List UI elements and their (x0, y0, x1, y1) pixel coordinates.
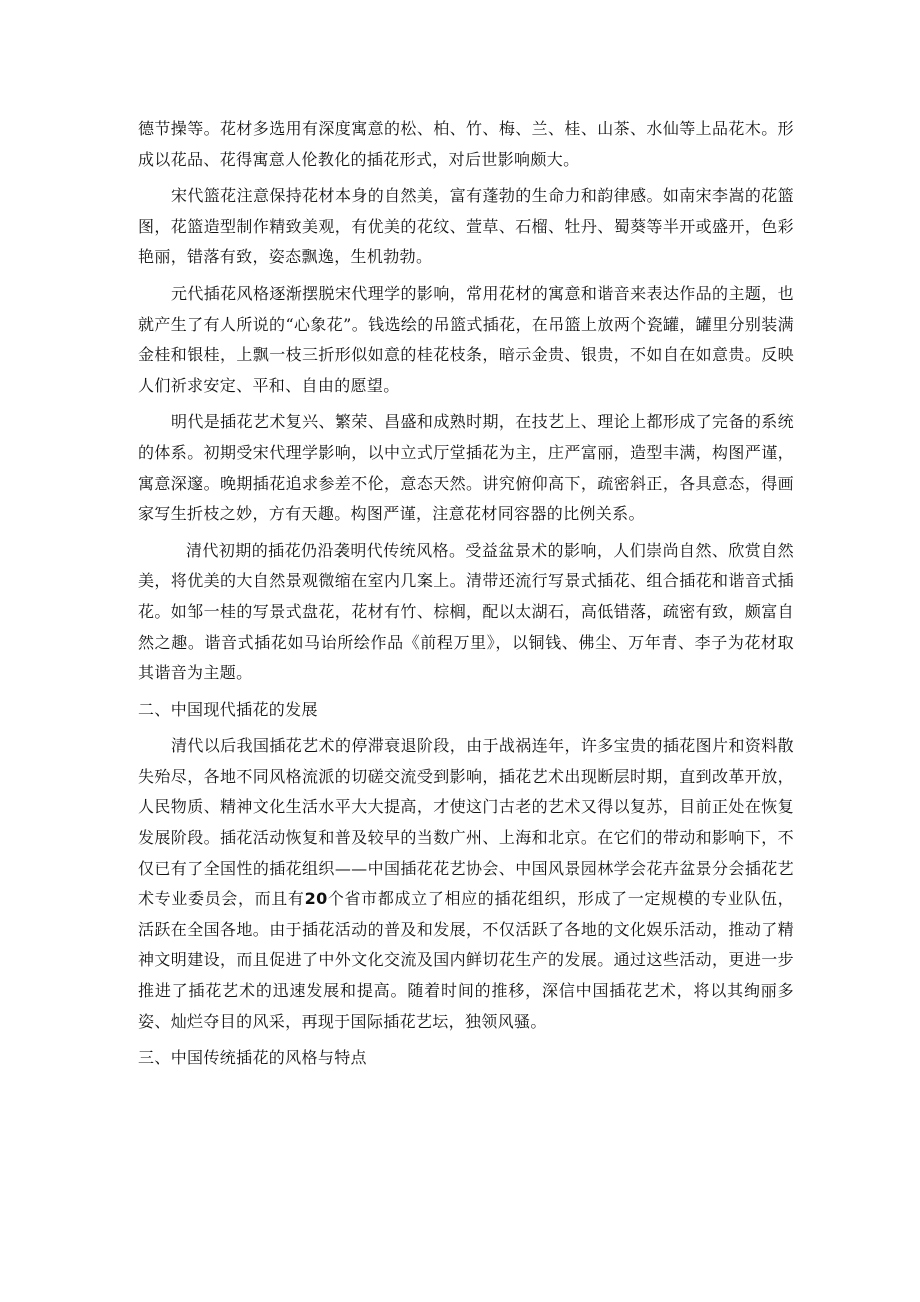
paragraph-song-basket-flowers: 宋代篮花注意保持花材本身的自然美，富有蓬勃的生命力和韵律感。如南宋李嵩的花篮图，花篮造型制作精致美观，有优美的花纹、萱草、石榴、牡丹、蜀葵等半开或盛开，色彩艳丽，错落有致，姿态飘逸，生机勃勃。 (138, 186, 794, 267)
section-heading-traditional-style: 三、中国传统插花的风格与特点 (138, 1048, 367, 1068)
paragraph-modern-development-part-1: 清代以后我国插花艺术的停滞衰退阶段，由于战祸连年，许多宝贵的插花图片和资料散失殆尽，各地不同风格流派的切磋交流受到影响，插花艺术出现断层时期，直到改革开放，人民物质、精神文化生活水平大大提高，才使这门古老的艺术又得以复苏，目前正处在恢复发展阶段。插花活动恢复和普及较早的当数广州、上海和北京。在它们的带动和影响下，不仅已有了全国性的插花组织——中国插花花艺协会、中国风景园林学会花卉盆景分会插花艺术专业委员会，而且有 (138, 736, 794, 909)
document-body (138, 114, 794, 1080)
paragraph-ming-flower-arrangement: 明代是插花艺术复兴、繁荣、昌盛和成熟时期，在技艺上、理论上都形成了完备的系统的体系。初期受宋代理学影响，以中立式厅堂插花为主，庄严富丽，造型丰满，构图严谨，寓意深邃。晚期插花追求参差不伦，意态天然。讲究俯仰高下，疏密斜正，各具意态，得画家写生折枝之妙，方有天趣。构图严谨，注意花材同容器的比例关系。 (138, 412, 794, 524)
province-count: 20 (304, 889, 328, 909)
paragraph-virtue-flowers: 德节操等。花材多选用有深度寓意的松、柏、竹、梅、兰、桂、山茶、水仙等上品花木。形成以花品、花得寓意人伦教化的插花形式，对后世影响颇大。 (138, 119, 794, 169)
section-heading-modern-development: 二、中国现代插花的发展 (138, 699, 318, 719)
paragraph-qing-flower-arrangement: 清代初期的插花仍沿袭明代传统风格。受益盆景术的影响，人们崇尚自然、欣赏自然美，将优美的大自然景观微缩在室内几案上。清带还流行写景式插花、组合插花和谐音式插花。如邹一桂的写景式盘花，花材有竹、棕榈，配以太湖石，高低错落，疏密有致，颇富自然之趣。谐音式插花如马诒所绘作品《前程万里》，以铜钱、佛尘、万年青、李子为花材取其谐音为主题。 (138, 540, 794, 683)
paragraph-yuan-flower-arrangement: 元代插花风格逐渐摆脱宋代理学的影响，常用花材的寓意和谐音来表达作品的主题，也就产生了有人所说的“心象花”。钱选绘的吊篮式插花，在吊篮上放两个瓷罐，罐里分别装满金桂和银桂，上飘一枝三折形似如意的桂花枝条，暗示金贵、银贵，不如自在如意贵。反映人们祈求安定、平和、自由的愿望。 (138, 283, 794, 395)
paragraph-modern-development (138, 731, 794, 1037)
paragraph-modern-development-part-2: 个省市都成立了相应的插花组织，形成了一定规模的专业队伍，活跃在全国各地。由于插花活动的普及和发展，不仅活跃了各地的文化娱乐活动，推动了精神文明建设，而且促进了中外文化交流及国内鲜切花生产的发展。通过这些活动，更进一步推进了插花艺术的迅速发展和提高。随着时间的推移，深信中国插花艺术，将以其绚丽多姿、灿烂夺目的风采，再现于国际插花艺坛，独领风骚。 (138, 889, 794, 1031)
